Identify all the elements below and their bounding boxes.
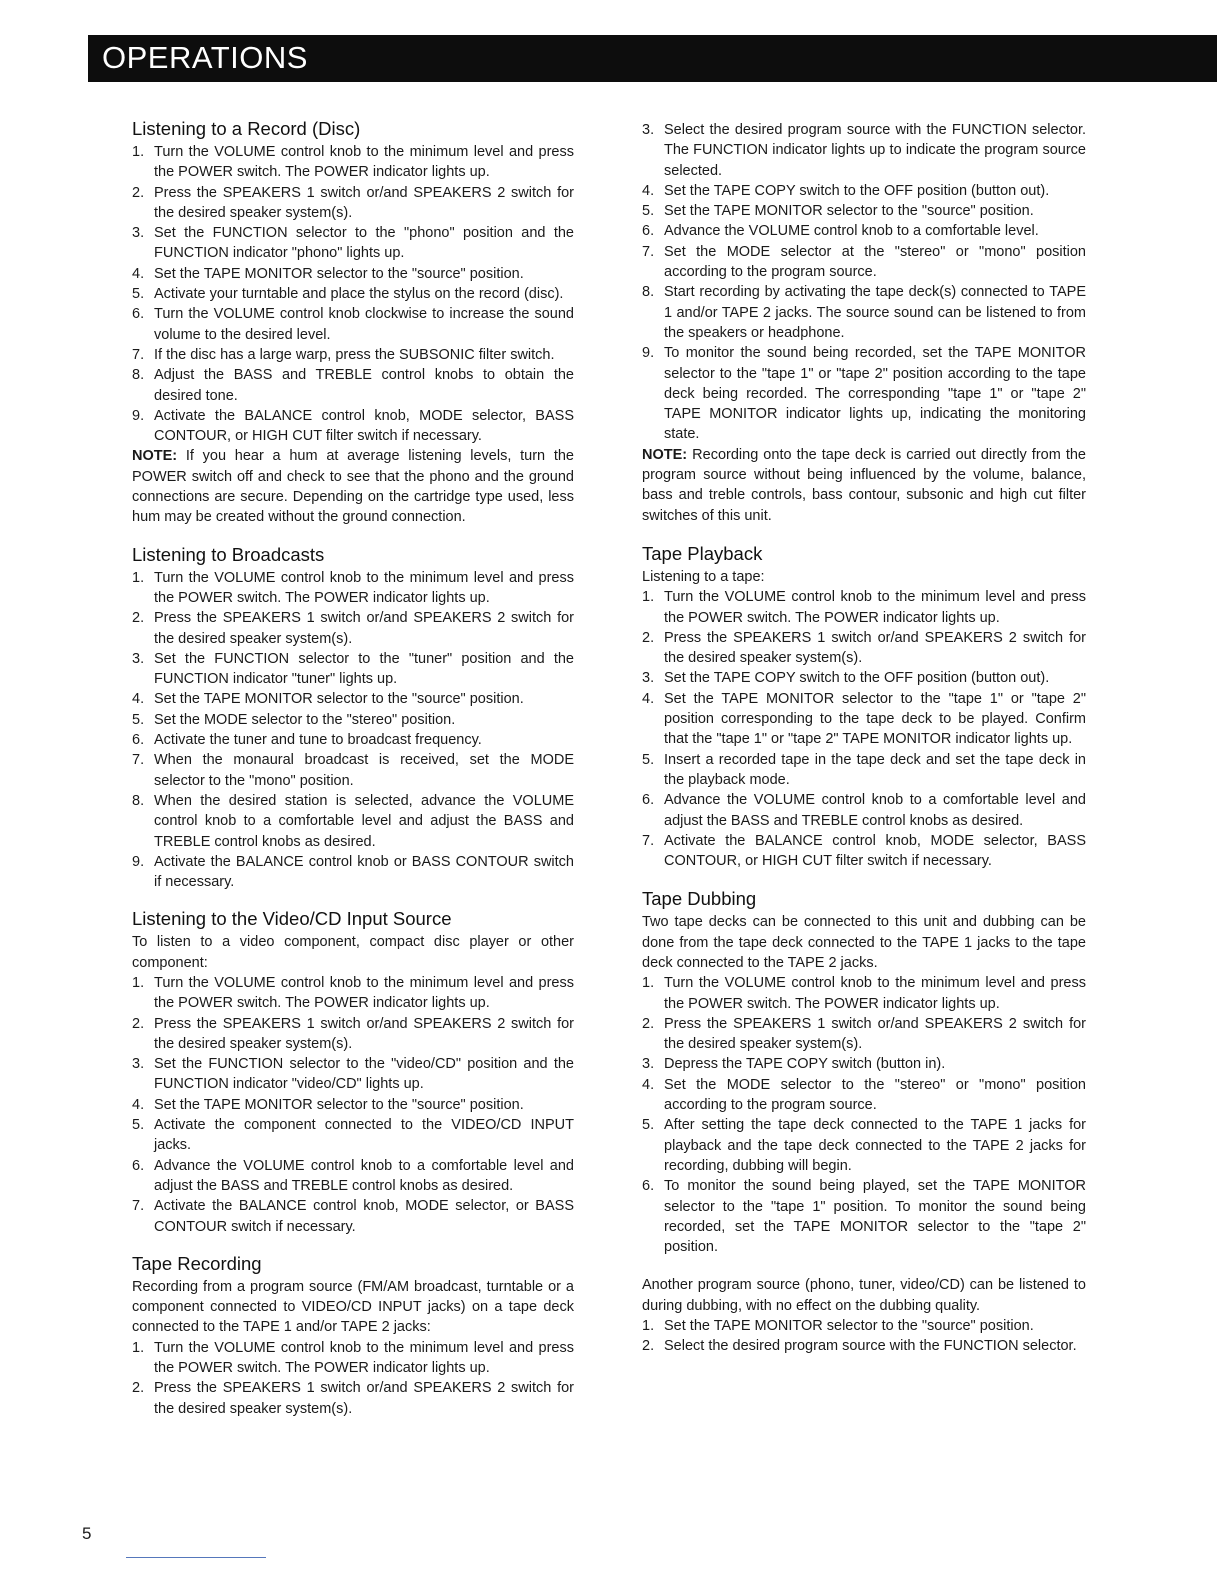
section-tape-recording xyxy=(132,1253,574,1419)
step-text: Turn the VOLUME control knob to the minimum level and press the POWER switch. The POWER indicator lights up. xyxy=(154,569,574,606)
list-item xyxy=(642,181,1086,201)
header-bar xyxy=(88,35,1217,82)
list-item xyxy=(132,284,574,304)
list-item xyxy=(132,852,574,893)
step-text: Insert a recorded tape in the tape deck and set the tape deck in the playback mode. xyxy=(664,751,1086,788)
list-item xyxy=(132,568,574,609)
list-item xyxy=(132,750,574,791)
list-item xyxy=(642,831,1086,872)
step-text: Press the SPEAKERS 1 switch or/and SPEAKERS 2 switch for the desired speaker system(s). xyxy=(664,629,1086,667)
step-list xyxy=(642,1316,1086,1357)
step-text: Press the SPEAKERS 1 switch or/and SPEAKERS 2 switch for the desired speaker system(s). xyxy=(154,184,574,221)
list-item xyxy=(132,223,574,264)
step-number: 3. xyxy=(132,225,145,242)
list-item xyxy=(642,973,1086,1014)
step-text: If the disc has a large warp, press the SUBSONIC filter switch. xyxy=(154,346,555,363)
step-number: 4. xyxy=(642,690,655,707)
extra-text: Another program source (phono, tuner, video/CD) can be listened to during dubbing, with no effect on the dubbing quality. xyxy=(642,1277,1086,1314)
list-item xyxy=(132,183,574,224)
step-text: Set the TAPE MONITOR selector to the "source" position. xyxy=(154,265,524,282)
list-item xyxy=(132,710,574,730)
step-number: 9. xyxy=(132,853,145,870)
note-text: Recording onto the tape deck is carried out directly from the program source without being influenced by the volume, balance, bass and treble controls, bass contour, subsonic and high cut filter switches of this unit. xyxy=(642,446,1086,524)
step-text: Turn the VOLUME control knob to the minimum level and press the POWER switch. The POWER indicator lights up. xyxy=(154,974,574,1012)
list-item xyxy=(642,790,1086,831)
intro-text: To listen to a video component, compact disc player or other component: xyxy=(132,934,574,971)
step-number: 1. xyxy=(642,1318,655,1335)
step-number: 2. xyxy=(642,1015,655,1032)
step-number: 6. xyxy=(642,223,655,240)
list-item xyxy=(642,1054,1086,1074)
step-number: 5. xyxy=(132,286,145,303)
list-item xyxy=(642,282,1086,343)
list-item xyxy=(132,1014,574,1055)
list-item xyxy=(642,750,1086,791)
step-number: 2. xyxy=(132,184,145,201)
step-text: Press the SPEAKERS 1 switch or/and SPEAKERS 2 switch for the desired speaker system(s). xyxy=(664,1015,1086,1053)
note-label: NOTE: xyxy=(132,448,178,465)
section-record xyxy=(132,118,574,528)
step-text: Activate the BALANCE control knob, MODE selector, or BASS CONTOUR switch if necessary. xyxy=(154,1198,574,1235)
step-text: Set the TAPE MONITOR selector to the "source" position. xyxy=(154,1096,524,1113)
step-number: 1. xyxy=(642,589,655,606)
step-number: 2. xyxy=(132,1380,145,1397)
note-text: If you hear a hum at average listening levels, turn the POWER switch off and check to see that the phono and the ground connections are secure. Depending on the cartridge type used, less hum may be created without the ground connection. xyxy=(132,448,574,526)
step-list xyxy=(642,120,1086,445)
section-video-cd xyxy=(132,908,574,1236)
step-text: Turn the VOLUME control knob to the minimum level and press the POWER switch. The POWER indicator lights up. xyxy=(154,144,574,181)
list-item xyxy=(642,343,1086,444)
step-number: 7. xyxy=(132,752,145,769)
list-item xyxy=(642,1316,1086,1336)
step-number: 2. xyxy=(132,610,145,627)
step-text: When the monaural broadcast is received, set the MODE selector to the "mono" position. xyxy=(154,752,574,789)
step-text: Advance the VOLUME control knob to a comfortable level. xyxy=(664,223,1039,240)
list-item xyxy=(642,1176,1086,1257)
step-list xyxy=(132,142,574,446)
list-item xyxy=(642,221,1086,241)
step-number: 5. xyxy=(132,711,145,728)
step-number: 4. xyxy=(132,691,145,708)
step-text: Select the desired program source with the FUNCTION selector. The FUNCTION indicator lights up to indicate the program source selected. xyxy=(664,122,1086,179)
list-item xyxy=(132,406,574,447)
step-list xyxy=(132,568,574,893)
footer-rule xyxy=(126,1557,266,1558)
section-title: Tape Dubbing xyxy=(642,888,757,910)
step-text: Turn the VOLUME control knob to the minimum level and press the POWER switch. The POWER indicator lights up. xyxy=(154,1339,574,1377)
list-item xyxy=(132,1156,574,1197)
list-item xyxy=(642,242,1086,283)
step-number: 9. xyxy=(132,407,145,424)
list-item xyxy=(132,608,574,649)
list-item xyxy=(132,264,574,284)
intro-text: Two tape decks can be connected to this unit and dubbing can be done from the tape deck connected to the TAPE 1 jacks to the tape deck connected to the TAPE 2 jacks. xyxy=(642,914,1086,971)
step-text: Press the SPEAKERS 1 switch or/and SPEAKERS 2 switch for the desired speaker system(s). xyxy=(154,1380,574,1417)
list-item xyxy=(132,142,574,183)
section-tape-dubbing xyxy=(642,888,1086,1356)
step-text: When the desired station is selected, advance the VOLUME control knob to a comfortable level and adjust the BASS and TREBLE control knobs as desired. xyxy=(154,792,574,850)
step-number: 1. xyxy=(132,1339,145,1356)
step-number: 3. xyxy=(132,650,145,667)
step-text: Depress the TAPE COPY switch (button in). xyxy=(664,1056,946,1073)
step-number: 2. xyxy=(642,629,655,646)
step-number: 5. xyxy=(642,203,655,220)
step-text: Set the MODE selector at the "stereo" or "mono" position according to the program source. xyxy=(664,243,1086,281)
step-text: Activate the BALANCE control knob, MODE selector, BASS CONTOUR, or HIGH CUT filter switch if necessary. xyxy=(664,832,1086,870)
step-number: 6. xyxy=(132,1157,145,1174)
list-item xyxy=(132,730,574,750)
step-number: 8. xyxy=(132,792,145,809)
list-item xyxy=(642,668,1086,688)
step-text: Adjust the BASS and TREBLE control knobs to obtain the desired tone. xyxy=(154,367,574,404)
list-item xyxy=(132,1054,574,1095)
step-number: 6. xyxy=(132,732,145,749)
step-number: 2. xyxy=(132,1015,145,1032)
list-item xyxy=(642,1115,1086,1176)
step-number: 1. xyxy=(642,975,655,992)
left-column xyxy=(132,118,574,1419)
page-title: OPERATIONS xyxy=(102,40,308,75)
section-title: Tape Recording xyxy=(132,1252,262,1274)
list-item xyxy=(132,1095,574,1115)
step-number: 1. xyxy=(132,144,145,160)
step-number: 1. xyxy=(132,569,145,586)
step-list xyxy=(132,973,574,1237)
step-text: To monitor the sound being recorded, set the TAPE MONITOR selector to the "tape 1" or "tape 2" position according to the tape deck being recorded. The corresponding "tape 1" or "tape 2" TAPE MONITOR indicator lights up, indicating the monitoring state. xyxy=(664,345,1086,443)
list-item xyxy=(642,120,1086,181)
note-label: NOTE: xyxy=(642,446,688,463)
intro-text: Recording from a program source (FM/AM broadcast, turntable or a component connected to VIDEO/CD INPUT jacks) on a tape deck connected to the TAPE 1 and/or TAPE 2 jacks: xyxy=(132,1278,574,1336)
step-text: Set the TAPE MONITOR selector to the "source" position. xyxy=(664,203,1034,220)
list-item xyxy=(132,791,574,852)
list-item xyxy=(642,689,1086,750)
step-text: Set the TAPE MONITOR selector to the "tape 1" or "tape 2" position corresponding to the tape deck to be played. Confirm that the "tape 1" or "tape 2" TAPE MONITOR indicator lights up. xyxy=(664,690,1086,748)
list-item xyxy=(642,628,1086,669)
list-item xyxy=(642,201,1086,221)
step-text: Activate the component connected to the VIDEO/CD INPUT jacks. xyxy=(154,1117,574,1154)
section-tape-recording-continued xyxy=(642,120,1086,526)
step-number: 2. xyxy=(642,1338,655,1355)
note xyxy=(132,446,574,527)
step-text: Select the desired program source with the FUNCTION selector. xyxy=(664,1338,1077,1355)
list-item xyxy=(642,1336,1086,1356)
step-number: 7. xyxy=(132,1198,145,1215)
step-text: Set the MODE selector to the "stereo" or "mono" position according to the program source. xyxy=(664,1076,1086,1114)
step-list xyxy=(132,1338,574,1419)
step-text: Activate the BALANCE control knob, MODE selector, BASS CONTOUR, or HIGH CUT filter switch if necessary. xyxy=(154,407,574,445)
spacer xyxy=(642,1257,1086,1275)
list-item xyxy=(132,1115,574,1156)
section-title: Listening to the Video/CD Input Source xyxy=(132,908,452,930)
section-tape-playback xyxy=(642,543,1086,871)
list-item xyxy=(132,345,574,365)
section-title: Tape Playback xyxy=(642,542,763,564)
step-number: 5. xyxy=(132,1117,145,1134)
step-number: 4. xyxy=(642,182,655,199)
step-text: Set the FUNCTION selector to the "tuner" position and the FUNCTION indicator "tuner" lights up. xyxy=(154,650,574,688)
step-number: 6. xyxy=(642,792,655,809)
step-text: Start recording by activating the tape deck(s) connected to TAPE 1 and/or TAPE 2 jacks. The source sound can be listened to from the speakers or headphone. xyxy=(664,284,1086,341)
step-text: Activate your turntable and place the stylus on the record (disc). xyxy=(154,286,564,303)
step-text: Turn the VOLUME control knob to the minimum level and press the POWER switch. The POWER indicator lights up. xyxy=(664,975,1086,1012)
step-text: Set the TAPE MONITOR selector to the "source" position. xyxy=(664,1318,1034,1335)
step-text: Activate the tuner and tune to broadcast frequency. xyxy=(154,732,482,749)
step-text: After setting the tape deck connected to the TAPE 1 jacks for playback and the tape deck connected to the TAPE 2 jacks for recording, dubbing will begin. xyxy=(664,1117,1086,1174)
section-broadcasts xyxy=(132,544,574,893)
step-number: 4. xyxy=(132,1096,145,1113)
step-number: 8. xyxy=(132,367,145,384)
step-number: 5. xyxy=(642,751,655,768)
step-number: 6. xyxy=(642,1178,655,1195)
step-text: Press the SPEAKERS 1 switch or/and SPEAKERS 2 switch for the desired speaker system(s). xyxy=(154,1015,574,1052)
step-text: Set the TAPE MONITOR selector to the "source" position. xyxy=(154,691,524,708)
list-item xyxy=(132,973,574,1014)
list-item xyxy=(132,1338,574,1379)
step-number: 8. xyxy=(642,284,655,301)
step-text: To monitor the sound being played, set the TAPE MONITOR selector to the "tape 1" position. To monitor the sound being recorded, set the TAPE MONITOR selector to the "tape 2" position. xyxy=(664,1178,1086,1256)
step-text: Turn the VOLUME control knob to the minimum level and press the POWER switch. The POWER indicator lights up. xyxy=(664,589,1086,626)
step-number: 7. xyxy=(642,243,655,260)
section-title: Listening to Broadcasts xyxy=(132,543,325,565)
step-number: 3. xyxy=(642,122,655,138)
step-number: 3. xyxy=(642,670,655,687)
step-text: Turn the VOLUME control knob clockwise to increase the sound volume to the desired level. xyxy=(154,306,574,343)
step-list xyxy=(642,973,1086,1257)
list-item xyxy=(132,689,574,709)
list-item xyxy=(132,649,574,690)
list-item xyxy=(132,1196,574,1237)
right-column xyxy=(642,120,1086,1357)
step-text: Set the TAPE COPY switch to the OFF position (button out). xyxy=(664,182,1050,199)
list-item xyxy=(642,1075,1086,1116)
step-number: 3. xyxy=(642,1056,655,1073)
step-number: 7. xyxy=(132,346,145,363)
step-text: Activate the BALANCE control knob or BASS CONTOUR switch if necessary. xyxy=(154,853,574,891)
list-item xyxy=(642,587,1086,628)
intro-text: Listening to a tape: xyxy=(642,568,765,585)
step-text: Set the FUNCTION selector to the "video/CD" position and the FUNCTION indicator "video/CD" lights up. xyxy=(154,1056,574,1093)
list-item xyxy=(132,1378,574,1419)
step-text: Press the SPEAKERS 1 switch or/and SPEAKERS 2 switch for the desired speaker system(s). xyxy=(154,610,574,647)
step-list xyxy=(642,587,1086,871)
step-number: 7. xyxy=(642,832,655,849)
step-text: Advance the VOLUME control knob to a comfortable level and adjust the BASS and TREBLE control knobs as desired. xyxy=(154,1157,574,1194)
note xyxy=(642,445,1086,526)
step-number: 5. xyxy=(642,1117,655,1134)
list-item xyxy=(132,304,574,345)
list-item xyxy=(132,365,574,406)
step-number: 1. xyxy=(132,974,145,991)
step-number: 9. xyxy=(642,345,655,362)
step-text: Set the FUNCTION selector to the "phono" position and the FUNCTION indicator "phono" lights up. xyxy=(154,225,574,262)
step-number: 4. xyxy=(642,1076,655,1093)
list-item xyxy=(642,1014,1086,1055)
section-title: Listening to a Record (Disc) xyxy=(132,118,361,139)
page-number: 5 xyxy=(82,1524,92,1543)
step-text: Advance the VOLUME control knob to a comfortable level and adjust the BASS and TREBLE control knobs as desired. xyxy=(664,792,1086,829)
step-text: Set the TAPE COPY switch to the OFF position (button out). xyxy=(664,670,1050,687)
step-number: 4. xyxy=(132,265,145,282)
step-number: 3. xyxy=(132,1056,145,1073)
step-text: Set the MODE selector to the "stereo" position. xyxy=(154,711,456,728)
step-number: 6. xyxy=(132,306,145,323)
